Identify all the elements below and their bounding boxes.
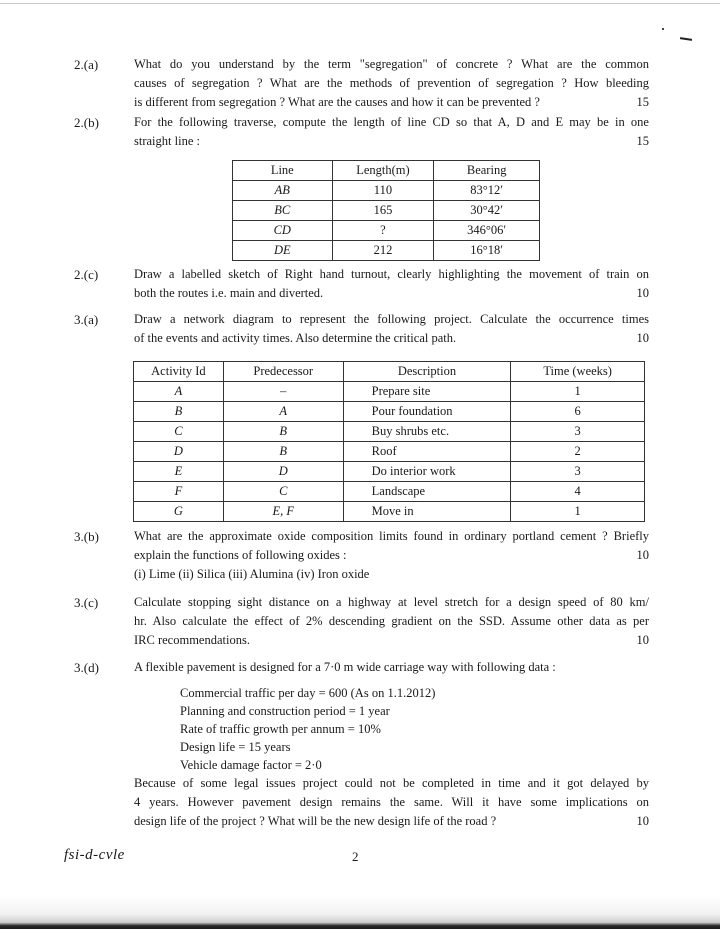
table-row bbox=[134, 422, 645, 442]
activity-table bbox=[133, 361, 645, 522]
text-line: For the following traverse, compute the length of line CD so that A, D and E may be in one bbox=[134, 115, 649, 129]
text-line: What do you understand by the term "segregation" of concrete ? What are the common bbox=[134, 57, 649, 71]
question-number: 3.(c) bbox=[74, 595, 99, 610]
table-cell: Prepare site bbox=[343, 382, 511, 402]
text-line: (i) Lime (ii) Silica (iii) Alumina (iv) Iron oxide bbox=[134, 567, 370, 581]
table-row bbox=[134, 402, 645, 422]
table-cell: 16°18′ bbox=[434, 241, 540, 261]
data-line: Planning and construction period = 1 year bbox=[180, 704, 390, 718]
table-cell: 3 bbox=[511, 422, 645, 442]
table-row bbox=[134, 462, 645, 482]
scan-speck bbox=[662, 28, 664, 30]
pavement-data bbox=[180, 684, 435, 774]
table-row bbox=[134, 482, 645, 502]
scan-mark bbox=[680, 37, 692, 41]
table-cell: 6 bbox=[511, 402, 645, 422]
table-header: Length(m) bbox=[332, 161, 434, 181]
table-header: Activity Id bbox=[134, 362, 224, 382]
question-text bbox=[134, 55, 649, 112]
traverse-table bbox=[232, 160, 540, 261]
table-row bbox=[233, 181, 540, 201]
table-row bbox=[233, 221, 540, 241]
table-cell: G bbox=[134, 502, 224, 522]
table-header: Description bbox=[343, 362, 511, 382]
data-line: Design life = 15 years bbox=[180, 740, 291, 754]
text-line: hr. Also calculate the effect of 2% descending gradient on the SSD. Assume other data as per bbox=[134, 614, 649, 628]
table-cell: 346°06′ bbox=[434, 221, 540, 241]
table-row bbox=[134, 502, 645, 522]
table-cell: D bbox=[223, 462, 343, 482]
table-row bbox=[134, 382, 645, 402]
table-cell: D bbox=[134, 442, 224, 462]
question-number: 2.(a) bbox=[74, 57, 99, 72]
table-cell: 83°12′ bbox=[434, 181, 540, 201]
table-cell: Roof bbox=[343, 442, 511, 462]
table-cell: E bbox=[134, 462, 224, 482]
question-number: 3.(b) bbox=[74, 529, 99, 544]
table-cell: 3 bbox=[511, 462, 645, 482]
table-cell: Pour foundation bbox=[343, 402, 511, 422]
question-text bbox=[134, 527, 649, 584]
marks: 10 bbox=[636, 814, 649, 828]
data-line: Vehicle damage factor = 2·0 bbox=[180, 758, 322, 772]
text-line: What are the approximate oxide composition limits found in ordinary portland cement ? Briefly bbox=[134, 529, 649, 543]
text-line: of the events and activity times. Also determine the critical path. 10 bbox=[134, 329, 649, 348]
table-row bbox=[233, 241, 540, 261]
marks: 10 bbox=[636, 286, 649, 300]
table-cell: B bbox=[134, 402, 224, 422]
table-cell: Do interior work bbox=[343, 462, 511, 482]
table-cell: 30°42′ bbox=[434, 201, 540, 221]
marks: 10 bbox=[636, 331, 649, 345]
text-line: both the routes i.e. main and diverted. 10 bbox=[134, 284, 649, 303]
table-cell: Move in bbox=[343, 502, 511, 522]
question-number: 2.(b) bbox=[74, 115, 99, 130]
table-cell: Landscape bbox=[343, 482, 511, 502]
page-number: 2 bbox=[352, 849, 359, 864]
marks: 15 bbox=[636, 134, 649, 148]
question-text bbox=[134, 593, 649, 650]
table-header: Bearing bbox=[434, 161, 540, 181]
table-header: Time (weeks) bbox=[511, 362, 645, 382]
table-cell: C bbox=[223, 482, 343, 502]
marks: 10 bbox=[636, 548, 649, 562]
data-line: Commercial traffic per day = 600 (As on 1.1.2012) bbox=[180, 686, 436, 700]
question-text bbox=[134, 774, 649, 831]
table-cell: – bbox=[223, 382, 343, 402]
table-header: Predecessor bbox=[223, 362, 343, 382]
question-number: 3.(d) bbox=[74, 660, 99, 675]
text-line: Calculate stopping sight distance on a highway at level stretch for a design speed of 80 km/ bbox=[134, 595, 649, 609]
table-cell: 1 bbox=[511, 382, 645, 402]
text-line: explain the functions of following oxides : 10 bbox=[134, 546, 649, 565]
table-row bbox=[233, 201, 540, 221]
table-cell: A bbox=[134, 382, 224, 402]
question-number: 3.(a) bbox=[74, 312, 99, 327]
text-line: causes of segregation ? What are the methods of prevention of segregation ? How bleeding bbox=[134, 76, 649, 90]
text-line: Because of some legal issues project could not be completed in time and it got delayed by bbox=[134, 776, 649, 790]
text-line: A flexible pavement is designed for a 7·0 m wide carriage way with following data : bbox=[134, 660, 556, 674]
question-text bbox=[134, 113, 649, 151]
table-cell: AB bbox=[233, 181, 333, 201]
table-cell: 165 bbox=[332, 201, 434, 221]
question-text bbox=[134, 310, 649, 348]
text-line: Draw a network diagram to represent the following project. Calculate the occurrence times bbox=[134, 312, 649, 326]
text-line: straight line : 15 bbox=[134, 132, 649, 151]
text-line: 4 years. However pavement design remains the same. Will it have some implications on bbox=[134, 795, 649, 809]
table-cell: E, F bbox=[223, 502, 343, 522]
text-line: design life of the project ? What will be the new design life of the road ? 10 bbox=[134, 812, 649, 831]
table-cell: 212 bbox=[332, 241, 434, 261]
table-header-row bbox=[134, 362, 645, 382]
table-cell: CD bbox=[233, 221, 333, 241]
text-line: is different from segregation ? What are the causes and how it can be prevented ? 15 bbox=[134, 93, 649, 112]
table-cell: 4 bbox=[511, 482, 645, 502]
table-cell: 110 bbox=[332, 181, 434, 201]
table-cell: F bbox=[134, 482, 224, 502]
question-number: 2.(c) bbox=[74, 267, 99, 282]
marks: 10 bbox=[636, 633, 649, 647]
table-cell: B bbox=[223, 442, 343, 462]
table-cell: 1 bbox=[511, 502, 645, 522]
marks: 15 bbox=[636, 95, 649, 109]
paper-code: fsi-d-cvle bbox=[64, 847, 125, 863]
table-header: Line bbox=[233, 161, 333, 181]
top-border bbox=[0, 3, 720, 4]
table-cell: 2 bbox=[511, 442, 645, 462]
table-cell: A bbox=[223, 402, 343, 422]
text-line: Draw a labelled sketch of Right hand turnout, clearly highlighting the movement of train on bbox=[134, 267, 649, 281]
table-cell: Buy shrubs etc. bbox=[343, 422, 511, 442]
table-cell: B bbox=[223, 422, 343, 442]
table-row bbox=[134, 442, 645, 462]
scan-bottom-edge bbox=[0, 896, 720, 929]
table-cell: ? bbox=[332, 221, 434, 241]
data-line: Rate of traffic growth per annum = 10% bbox=[180, 722, 381, 736]
table-cell: BC bbox=[233, 201, 333, 221]
question-text bbox=[134, 265, 649, 303]
table-cell: C bbox=[134, 422, 224, 442]
table-cell: DE bbox=[233, 241, 333, 261]
question-text bbox=[134, 658, 649, 677]
table-header-row bbox=[233, 161, 540, 181]
text-line: IRC recommendations. 10 bbox=[134, 631, 649, 650]
